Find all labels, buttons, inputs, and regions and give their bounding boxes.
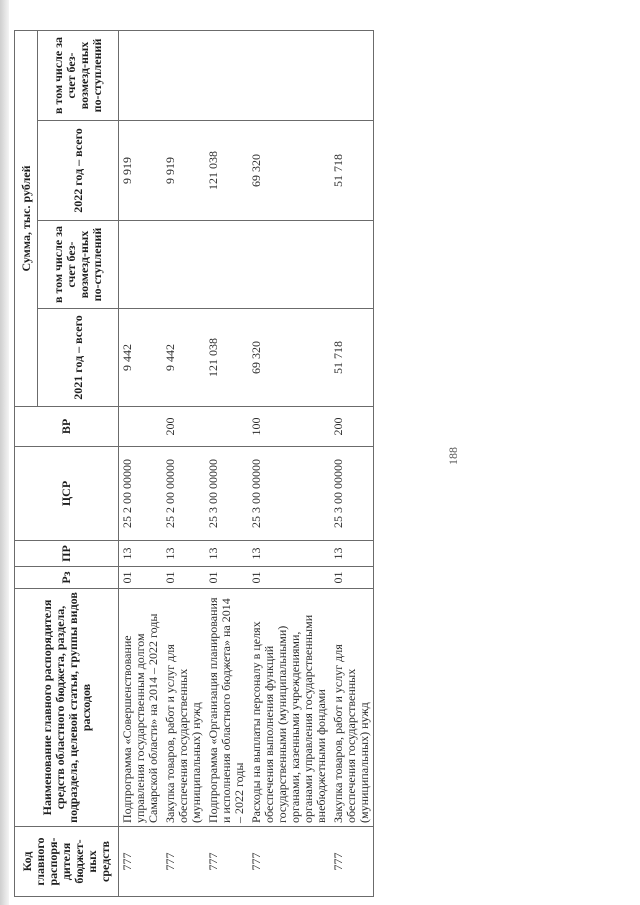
cell-vr xyxy=(205,407,248,447)
cell-2022-total: 9 919 xyxy=(162,121,205,221)
table-row xyxy=(162,30,205,896)
cell-csr: 25 2 00 00000 xyxy=(119,447,163,541)
cell-2021-gratuitous xyxy=(205,221,248,309)
cell-2021-gratuitous xyxy=(248,221,330,309)
cell-rz: 01 xyxy=(330,567,374,589)
cell-rz: 01 xyxy=(162,567,205,589)
cell-code: 777 xyxy=(248,827,330,897)
header-rz: Рз xyxy=(15,567,119,589)
cell-rz: 01 xyxy=(205,567,248,589)
cell-csr: 25 2 00 00000 xyxy=(162,447,205,541)
cell-2022-total: 69 320 xyxy=(248,121,330,221)
cell-csr: 25 3 00 00000 xyxy=(330,447,374,541)
cell-2022-gratuitous xyxy=(205,30,248,120)
cell-code: 777 xyxy=(119,827,163,897)
cell-code: 777 xyxy=(162,827,205,897)
cell-2021-total: 9 442 xyxy=(162,309,205,407)
cell-vr xyxy=(119,407,163,447)
cell-vr: 100 xyxy=(248,407,330,447)
header-name: Наименование главного распорядителя средств областного бюджета, раздела, подраздела, целевой статьи, группы видов расходов xyxy=(15,589,119,827)
budget-sheet xyxy=(14,31,436,897)
cell-vr: 200 xyxy=(330,407,374,447)
cell-rz: 01 xyxy=(248,567,330,589)
budget-table xyxy=(14,30,374,897)
table-row xyxy=(205,30,248,896)
cell-2022-total: 51 718 xyxy=(330,121,374,221)
cell-pr: 13 xyxy=(119,541,163,567)
cell-2021-total: 69 320 xyxy=(248,309,330,407)
cell-code: 777 xyxy=(330,827,374,897)
table-row xyxy=(119,30,163,896)
cell-name: Расходы на выплаты персоналу в целях обеспечения выполнения функций государственными (муниципальными) органами, казенными учреждениями, органами управления государственными внебюджетными фондами xyxy=(248,589,330,827)
cell-pr: 13 xyxy=(162,541,205,567)
header-csr: ЦСР xyxy=(15,447,119,541)
cell-pr: 13 xyxy=(205,541,248,567)
cell-2021-total: 9 442 xyxy=(119,309,163,407)
cell-2022-total: 9 919 xyxy=(119,121,163,221)
header-row-top xyxy=(15,30,38,896)
cell-code: 777 xyxy=(205,827,248,897)
header-2021-total: 2021 год – всего xyxy=(38,309,119,407)
header-2022-gratuitous: в том числе за счет без-возмезд-ных по-ступлений xyxy=(38,30,119,120)
page-number: 188 xyxy=(446,447,460,465)
table-row xyxy=(248,30,330,896)
cell-2021-total: 51 718 xyxy=(330,309,374,407)
cell-csr: 25 3 00 00000 xyxy=(205,447,248,541)
cell-2021-gratuitous xyxy=(162,221,205,309)
cell-2022-gratuitous xyxy=(330,30,374,120)
header-2021-gratuitous: в том числе за счет без-возмезд-ных по-ступлений xyxy=(38,221,119,309)
cell-rz: 01 xyxy=(119,567,163,589)
header-2022-total: 2022 год – всего xyxy=(38,121,119,221)
cell-2022-gratuitous xyxy=(119,30,163,120)
cell-name: Закупка товаров, работ и услуг для обеспечения государственных (муниципальных) нужд xyxy=(330,589,374,827)
header-sum-group: Сумма, тыс. рублей xyxy=(15,30,38,406)
cell-2021-total: 121 038 xyxy=(205,309,248,407)
header-pr: ПР xyxy=(15,541,119,567)
cell-2021-gratuitous xyxy=(330,221,374,309)
cell-2022-gratuitous xyxy=(248,30,330,120)
cell-2022-total: 121 038 xyxy=(205,121,248,221)
cell-pr: 13 xyxy=(330,541,374,567)
cell-pr: 13 xyxy=(248,541,330,567)
header-vr: ВР xyxy=(15,407,119,447)
cell-name: Подпрограмма «Организация планирования и исполнения областного бюджета» на 2014 – 2022 годы xyxy=(205,589,248,827)
cell-2021-gratuitous xyxy=(119,221,163,309)
cell-name: Закупка товаров, работ и услуг для обеспечения государственных (муниципальных) нужд xyxy=(162,589,205,827)
cell-name: Подпрограмма «Совершенствование управления государственным долгом Самарской области» на 2014 – 2022 годы xyxy=(119,589,163,827)
cell-2022-gratuitous xyxy=(162,30,205,120)
cell-csr: 25 3 00 00000 xyxy=(248,447,330,541)
cell-vr: 200 xyxy=(162,407,205,447)
header-code: Код главного распоря-дителя бюджет-ных средств xyxy=(15,827,119,897)
table-row xyxy=(330,30,374,896)
